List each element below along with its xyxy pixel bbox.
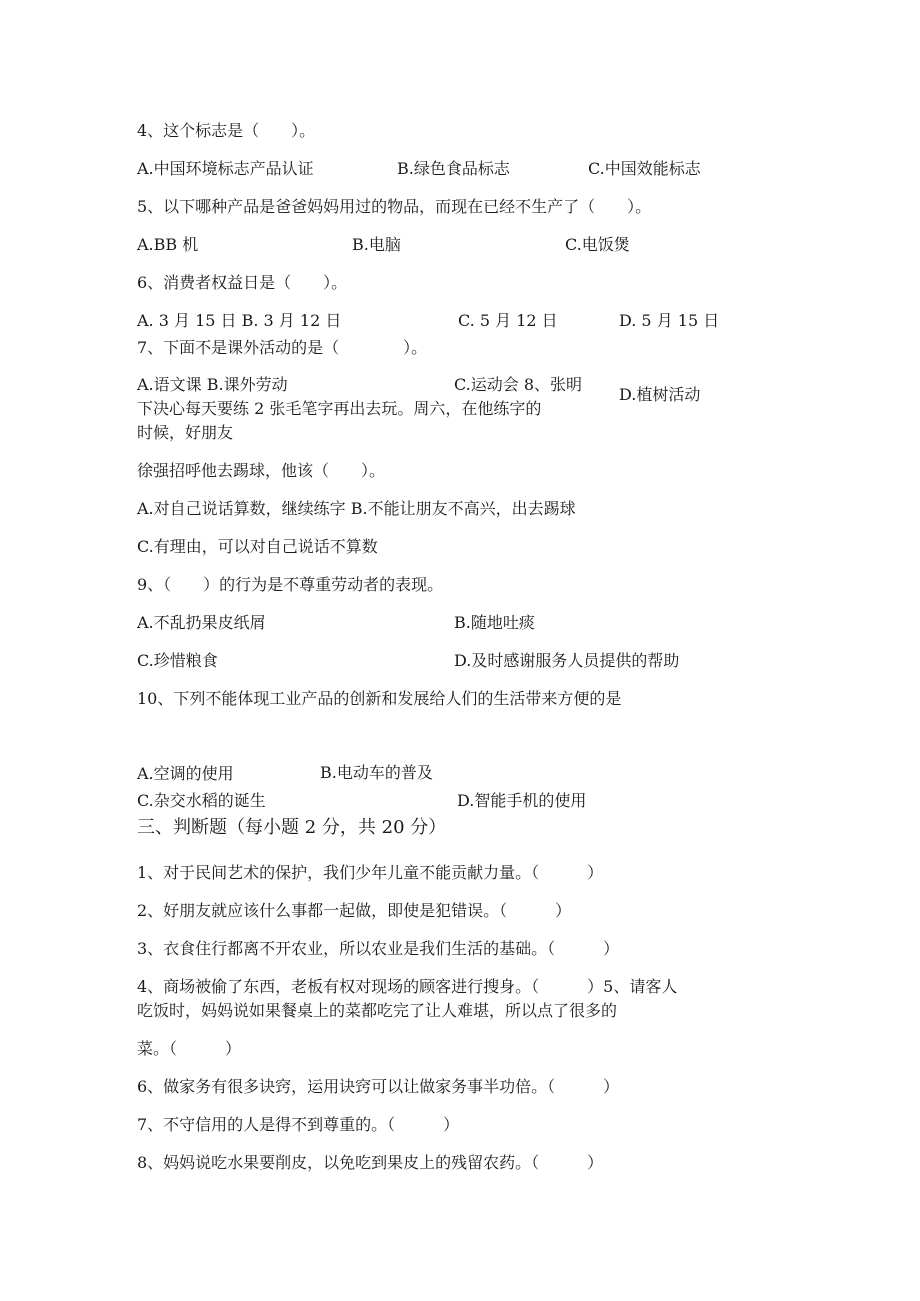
question-5-option-b: B.电脑 [352,235,401,254]
question-8-options-ab: A.对自己说话算数，继续练字 B.不能让朋友不高兴，出去踢球 [137,499,576,518]
question-7-options-ab: A.语文课 B.课外劳动 [137,375,288,394]
question-9-option-c: C.珍惜粮食 [137,651,218,670]
question-4-option-b: B.绿色食品标志 [397,159,510,178]
question-7-stem: 7、下面不是课外活动的是（ ）。 [137,338,428,357]
section-3-heading: 三、判断题（每小题 2 分，共 20 分） [137,817,447,838]
question-6-option-c: C. 5 月 12 日 [458,311,558,330]
judgment-6: 6、做家务有很多诀窍，运用诀窍可以让做家务事半功倍。（ ） [137,1077,620,1096]
question-10-option-c: C.杂交水稻的诞生 [137,791,266,810]
judgment-5-line-3: 菜。（ ） [137,1039,242,1058]
question-10-option-a: A.空调的使用 [137,764,234,783]
question-9-option-b: B.随地吐痰 [454,613,535,632]
question-10-stem: 10、下列不能体现工业产品的创新和发展给人们的生活带来方便的是 [137,689,622,708]
judgment-2: 2、好朋友就应该什么事都一起做，即使是犯错误。（ ） [137,901,572,920]
question-9-option-d: D.及时感谢服务人员提供的帮助 [454,651,680,670]
question-8-line-1: 下决心每天要练 2 张毛笔字再出去玩。周六，在他练字的 [137,399,542,418]
question-6-options-ab: A. 3 月 15 日 B. 3 月 12 日 [137,311,342,330]
question-6-stem: 6、消费者权益日是（ ）。 [137,273,348,292]
question-9-stem: 9、（ ）的行为是不尊重劳动者的表现。 [137,575,444,594]
judgment-7: 7、不守信用的人是得不到尊重的。（ ） [137,1115,460,1134]
question-9-option-a: A.不乱扔果皮纸屑 [137,613,266,632]
question-4-option-a: A.中国环境标志产品认证 [137,159,314,178]
question-10-option-d: D.智能手机的使用 [457,791,587,810]
question-8-line-2: 时候，好朋友 [137,423,234,442]
question-6-option-d: D. 5 月 15 日 [619,311,720,330]
question-10-option-b: B.电动车的普及 [320,763,433,782]
judgment-8: 8、妈妈说吃水果要削皮，以免吃到果皮上的残留农药。（ ） [137,1153,604,1172]
question-7-option-c: C.运动会 8、张明 [454,375,583,394]
question-8-line-3: 徐强招呼他去踢球，他该（ ）。 [137,461,386,480]
question-4-stem: 4、这个标志是（ ）。 [137,121,316,140]
judgment-4-5: 4、商场被偷了东西，老板有权对现场的顾客进行搜身。（ ）5、请客人 [137,977,678,996]
question-4-option-c: C.中国效能标志 [588,159,701,178]
question-8-option-c: C.有理由，可以对自己说话不算数 [137,537,378,556]
judgment-5-line-2: 吃饭时，妈妈说如果餐桌上的菜都吃完了让人难堪，所以点了很多的 [137,1001,618,1020]
judgment-3: 3、衣食住行都离不开农业，所以农业是我们生活的基础。（ ） [137,939,620,958]
question-5-option-c: C.电饭煲 [565,235,630,254]
judgment-1: 1、对于民间艺术的保护，我们少年儿童不能贡献力量。（ ） [137,863,604,882]
question-5-stem: 5、以下哪种产品是爸爸妈妈用过的物品，而现在已经不生产了（ ）。 [137,197,652,216]
question-5-option-a: A.BB 机 [137,235,199,254]
question-7-option-d: D.植树活动 [619,385,701,404]
